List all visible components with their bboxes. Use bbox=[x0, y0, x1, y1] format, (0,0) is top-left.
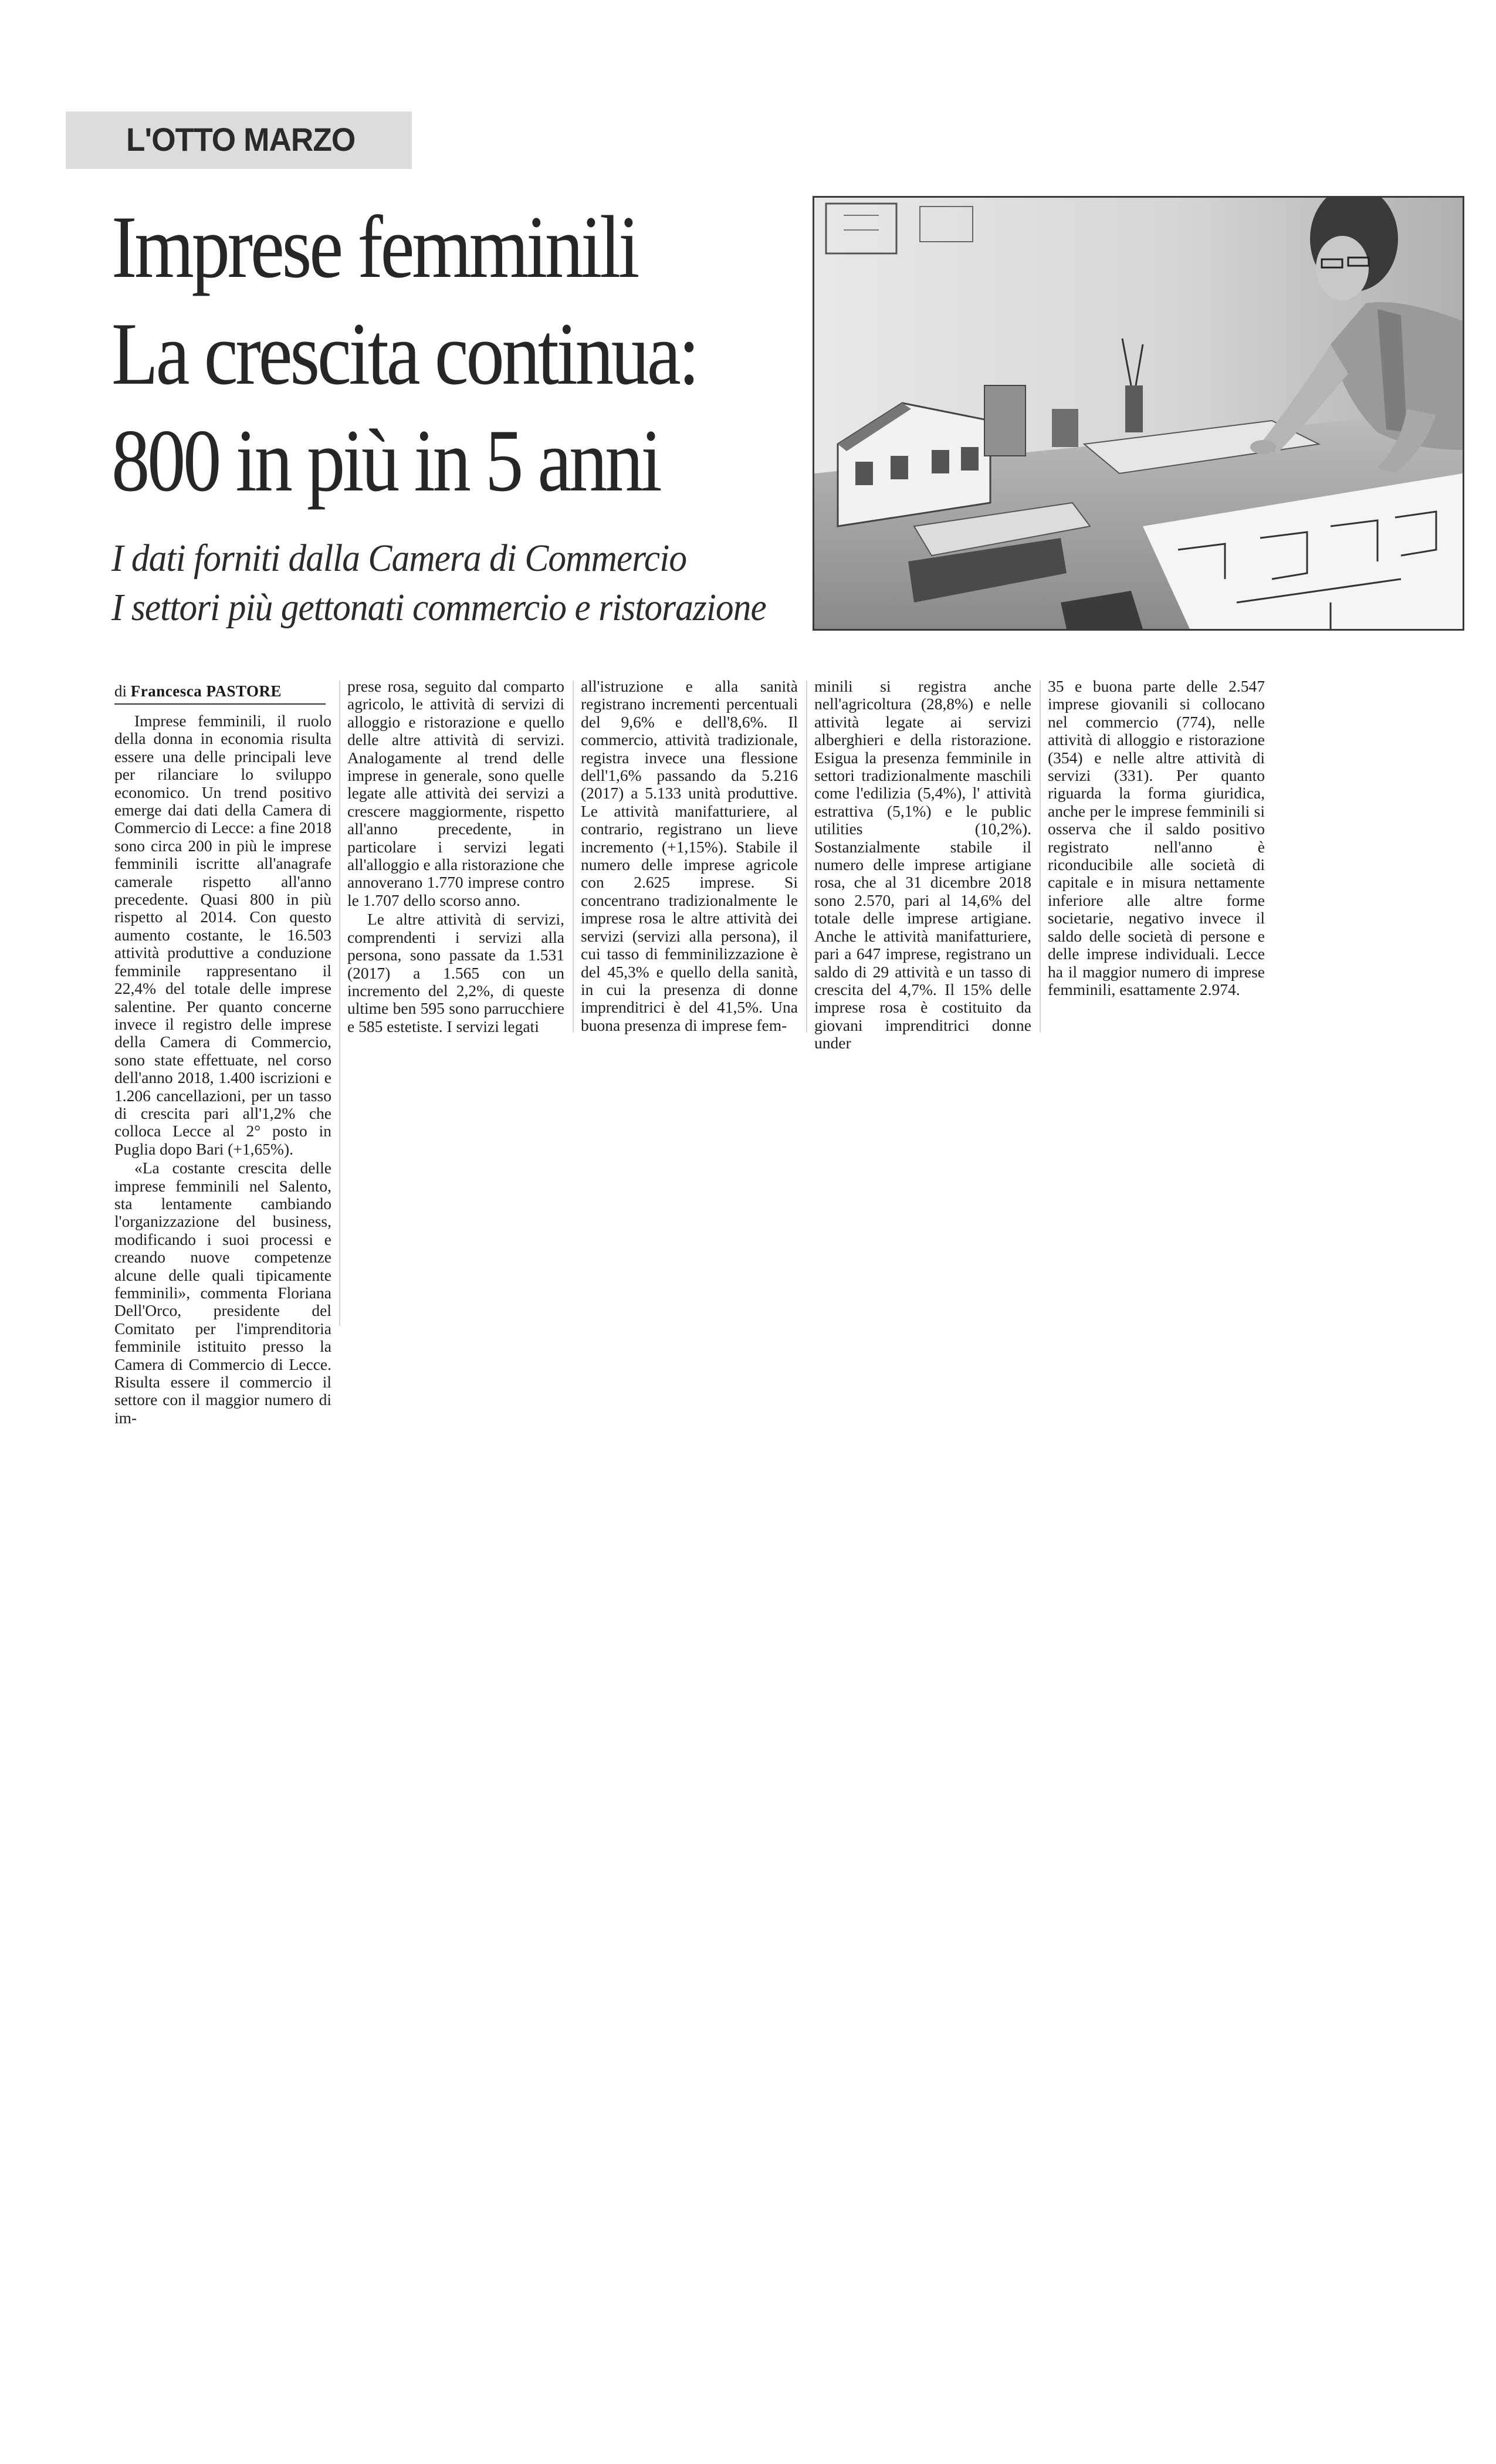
article-column-1 bbox=[114, 712, 331, 1427]
byline bbox=[114, 681, 326, 705]
column-5-paragraph-1: 35 e buona parte delle 2.547 imprese giovanili si collocano nel commercio (774), nelle attività di alloggio e ristorazione (354) e nelle altre attività di servizi (331). Per quanto riguarda la forma giuridica, anche per le imprese femminili si osserva che il saldo positivo registrato nell'anno è riconducibile alle società di capitale e in misura nettamente inferiore alle altre forme societarie, negativo invece il saldo delle società di persone e delle imprese individuali. Lecce ha il maggior numero di imprese femminili, esattamente 2.974. bbox=[1048, 677, 1265, 999]
column-2-paragraph-1: prese rosa, seguito dal comparto agricolo, le attività di servizi di alloggio e ristorazione e quello delle altre attività di servizi. Analogamente al trend delle imprese in generale, sono quelle legate alle attività dei servizi a crescere maggiormente, rispetto all'anno precedente, in particolare i servizi legati all'alloggio e alla ristorazione che annoverano 1.770 imprese contro le 1.707 dello scorso anno. bbox=[347, 677, 564, 909]
article-column-5 bbox=[1048, 678, 1265, 999]
photo-woman-architect-drawing bbox=[814, 198, 1463, 629]
byline-prefix: di bbox=[114, 682, 127, 700]
column-4-paragraph-1: minili si registra anche nell'agricoltura (28,8%) e nelle attività legate ai servizi alberghieri e della ristorazione. Esigua la presenza femminile in settori tradizionalmente maschili come l'edilizia (5,4%), l' attività estrattiva (5,1%) e le public utilities (10,2%). Sostanzialmente stabile il numero delle imprese artigiane rosa, che al 31 dicembre 2018 sono 2.570, pari al 14,6% del totale delle imprese artigiane. Anche le attività manifatturiere, pari a 647 imprese, registrano un saldo di 29 attività e un tasso di crescita del 4,7%. Il 15% delle imprese rosa è costituito da giovani imprenditrici donne under bbox=[814, 677, 1031, 1052]
section-kicker: L'OTTO MARZO bbox=[126, 121, 356, 158]
byline-author: Francesca PASTORE bbox=[130, 682, 282, 700]
headline-line-1: Imprese femminili bbox=[111, 198, 638, 296]
column-2-paragraph-2: Le altre attività di servizi, comprendenti i servizi alla persona, sono passate da 1.531 (2017) a 1.565 con un incremento del 2,2%, di queste ultime ben 595 sono parrucchiere e 585 estetiste. I servizi legati bbox=[347, 910, 564, 1035]
subheadline bbox=[111, 534, 821, 632]
article-column-3 bbox=[581, 678, 798, 1034]
subheadline-line-1: I dati forniti dalla Camera di Commercio bbox=[111, 537, 687, 580]
article-column-4 bbox=[814, 678, 1031, 1052]
headline-line-3: 800 in più in 5 anni bbox=[111, 411, 660, 510]
column-rule bbox=[1040, 681, 1041, 1033]
headline bbox=[111, 194, 727, 514]
column-rule bbox=[573, 681, 574, 1033]
subheadline-line-2: I settori più gettonati commercio e ristorazione bbox=[111, 586, 766, 629]
column-rule bbox=[806, 681, 807, 1033]
article-column-2 bbox=[347, 678, 564, 1035]
headline-line-2: La crescita continua: bbox=[111, 304, 698, 403]
column-3-paragraph-1: all'istruzione e alla sanità registrano incrementi percentuali del 9,6% e dell'8,6%. Il commercio, attività tradizionale, registra invece una flessione dell'1,6% passando da 5.216 (2017) a 5.133 unità produttive. Le attività manifatturiere, al contrario, registrano un lieve incremento (+1,15%). Stabile il numero delle imprese agricole con 2.625 imprese. Si concentrano tradizionalmente le imprese rosa le altre attività dei servizi (servizi alla persona), il cui tasso di femminilizzazione è del 45,3% e quello della sanità, in cui la presenza di donne imprenditrici è del 41,5%. Una buona presenza di imprese fem- bbox=[581, 677, 798, 1034]
article-photo bbox=[813, 196, 1464, 631]
column-1-paragraph-1: Imprese femminili, il ruolo della donna in economia risulta essere una delle principali leve per rilanciare lo sviluppo economico. Un trend positivo emerge dai dati della Camera di Commercio di Lecce: a fine 2018 sono circa 200 in più le imprese femminili iscritte all'anagrafe camerale rispetto all'anno precedente. Quasi 800 in più rispetto al 2014. Con questo aumento costante, le 16.503 attività produttive a conduzione femminile rappresentano il 22,4% del totale delle imprese salentine. Per quanto concerne invece il registro delle imprese della Camera di Commercio, sono state effettuate, nel corso dell'anno 2018, 1.400 iscrizioni e 1.206 cancellazioni, per un tasso di crescita pari all'1,2% che colloca Lecce al 2° posto in Puglia dopo Bari (+1,65%). bbox=[114, 712, 331, 1158]
column-rule bbox=[339, 681, 340, 1326]
column-1-paragraph-2: «La costante crescita delle imprese femminili nel Salento, sta lentamente cambiando l'organizzazione del business, modificando i suoi processi e creando nuove competenze alcune delle quali tipicamente femminili», commenta Floriana Dell'Orco, presidente del Comitato per l'imprenditoria femminile istituito presso la Camera di Commercio di Lecce. Risulta essere il commercio il settore con il maggior numero di im- bbox=[114, 1159, 331, 1427]
